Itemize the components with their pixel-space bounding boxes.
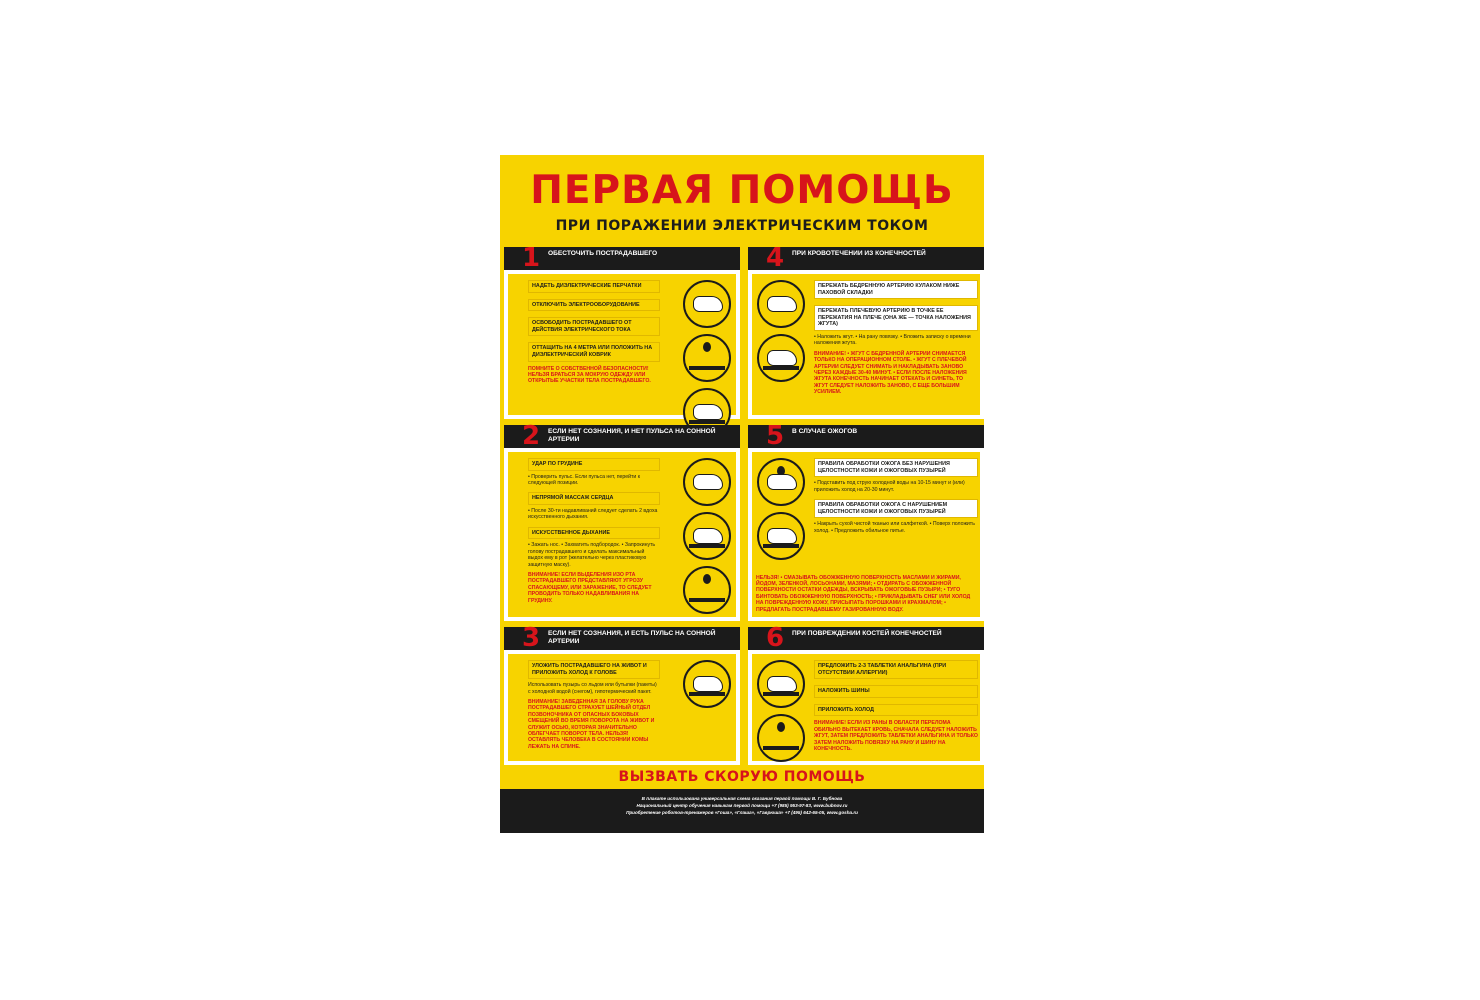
section-text-column [814,654,978,761]
section-title: ЕСЛИ НЕТ СОЗНАНИЯ, И НЕТ ПУЛЬСА НА СОННОЙ АРТЕРИИ [548,428,716,443]
warning-text: ПОМНИТЕ О СОБСТВЕННОЙ БЕЗОПАСНОСТИ! НЕЛЬЗЯ БРАТЬСЯ ЗА МОКРУЮ ОДЕЖДУ ИЛИ ОТКРЫТЫЕ УЧАСТКИ ТЕЛА ПОСТРАДАВШЕГО. [528,365,651,385]
instruction-text: • Подставить под струю холодной воды на 10-15 минут и (или) приложить холод на 20-30 минут. [814,480,965,493]
instruction-text: • Проверить пульс. Если пульса нет, перейти к следующей позиции. [528,473,641,486]
step-box: ПЕРЕЖАТЬ ПЛЕЧЕВУЮ АРТЕРИЮ В ТОЧКЕ ЕЕ ПЕРЕЖАТИЯ НА ПЛЕЧЕ (ОНА ЖЕ — ТОЧКА НАЛОЖЕНИЯ ЖГУТА) [814,305,978,331]
poster-title: ПЕРВАЯ ПОМОЩЬ [530,168,954,213]
footer-line: В плакате использована универсальная схема оказания первой помощи В. Г. Бубнова [641,796,843,801]
rescue-breath-illustration-icon [683,566,731,614]
step-box: ПРАВИЛА ОБРАБОТКИ ОЖОГА С НАРУШЕНИЕМ ЦЕЛОСТНОСТИ КОЖИ И ОЖОГОВЫХ ПУЗЫРЕЙ [814,499,978,518]
instruction-text: • Накрыть сухой чистой тканью или салфеткой. • Поверх положить холод. • Предложить обильное питье. [814,521,975,534]
section-number: 4 [766,243,785,273]
step-box: НАЛОЖИТЬ ШИНЫ [814,685,978,698]
section-body [508,274,736,415]
instruction-text: • После 30-ти надавливаний следует сделать 2 вдоха искусственного дыхания. [528,508,658,521]
section-title: ПРИ КРОВОТЕЧЕНИИ ИЗ КОНЕЧНОСТЕЙ [792,250,926,257]
section-number: 2 [522,421,541,451]
warning-text: ВНИМАНИЕ! ЕСЛИ ИЗ РАНЫ В ОБЛАСТИ ПЕРЕЛОМА ОБИЛЬНО ВЫТЕКАЕТ КРОВЬ, СНАЧАЛА СЛЕДУЕТ НАЛОЖИТЬ ЖГУТ, ЗАТЕМ ПРЕДЛОЖИТЬ ТАБЛЕТКИ АНАЛЬГИНА И ТОЛЬКО ЗАТЕМ НАЛОЖИТЬ ПОВЯЗКУ НА РАНУ И ШИНУ НА КОНЕЧНОСТЬ. [814,720,978,752]
step-box: ОТКЛЮЧИТЬ ЭЛЕКТРООБОРУДОВАНИЕ [528,299,660,312]
section-text-column [528,654,660,761]
cold-pack-illustration-icon [757,714,805,762]
step-box: НАДЕТЬ ДИЭЛЕКТРИЧЕСКИЕ ПЕРЧАТКИ [528,280,660,293]
cold-water-illustration-icon [757,458,805,506]
section-number: 5 [766,421,785,451]
burn-dressing-illustration-icon [757,512,805,560]
artery-press-illustration-icon [757,280,805,328]
poster-footer [500,789,984,833]
section-illustrations [678,654,736,761]
step-box: УЛОЖИТЬ ПОСТРАДАВШЕГО НА ЖИВОТ И ПРИЛОЖИТЬ ХОЛОД К ГОЛОВЕ [528,660,660,679]
section-header [504,243,740,273]
footer-line: Национальный центр обучения навыкам первой помощи +7 (985) 953-97-83, www.bubnov.ru [636,803,848,808]
poster-subtitle: ПРИ ПОРАЖЕНИИ ЭЛЕКТРИЧЕСКИМ ТОКОМ [555,218,929,234]
section-body [752,452,980,617]
section-title: В СЛУЧАЕ ОЖОГОВ [792,428,858,435]
step-box: ПЕРЕЖАТЬ БЕДРЕННУЮ АРТЕРИЮ КУЛАКОМ НИЖЕ ПАХОВОЙ СКЛАДКИ [814,280,978,299]
section-5 [748,421,984,621]
section-number: 1 [522,243,541,273]
section-body [508,452,736,617]
first-aid-poster [500,155,984,833]
instruction-text: Использовать пузырь со льдом или бутылки (пакеты) с холодной водой (снегом), гипотермический пакет. [528,682,657,695]
section-illustrations [752,274,810,415]
call-ambulance-banner: ВЫЗВАТЬ СКОРУЮ ПОМОЩЬ [618,769,866,785]
section-title: ПРИ ПОВРЕЖДЕНИИ КОСТЕЙ КОНЕЧНОСТЕЙ [792,630,942,637]
section-2 [504,421,740,621]
step-box: УДАР ПО ГРУДИНЕ [528,458,660,471]
section-header [748,243,984,273]
splint-illustration-icon [757,660,805,708]
recovery-position-illustration-icon [683,660,731,708]
section-3 [504,623,740,765]
step-box: ИСКУССТВЕННОЕ ДЫХАНИЕ [528,527,660,540]
step-box: НЕПРЯМОЙ МАССАЖ СЕРДЦА [528,492,660,505]
step-box: ОТТАЩИТЬ НА 4 МЕТРА ИЛИ ПОЛОЖИТЬ НА ДИЭЛЕКТРИЧЕСКИЙ КОВРИК [528,342,660,361]
section-header [504,623,740,653]
step-box: ОСВОБОДИТЬ ПОСТРАДАВШЕГО ОТ ДЕЙСТВИЯ ЭЛЕКТРИЧЕСКОГО ТОКА [528,317,660,336]
section-body [752,654,980,761]
section-title: ОБЕСТОЧИТЬ ПОСТРАДАВШЕГО [548,250,658,257]
warning-text: НЕЛЬЗЯ! • СМАЗЫВАТЬ ОБОЖЖЕННУЮ ПОВЕРХНОСТЬ МАСЛАМИ И ЖИРАМИ, ЙОДОМ, ЗЕЛЕНКОЙ, ЛОСЬОНАМИ, МАЗЯМИ; • ОТДИРАТЬ С ОБОЖЖЕННОЙ ПОВЕРХНОСТИ ОСТАТКИ ОДЕЖДЫ, ВСКРЫВАТЬ ОЖОГОВЫЕ ПУЗЫРИ; • ТУГО БИНТОВАТЬ ОБОЖЖЕННУЮ ПОВЕРХНОСТЬ; • ПРИКЛАДЫВАТЬ СНЕГ ИЛИ ХОЛОД НА ПОВРЕЖДЕННУЮ КОЖУ, ПРИСЫПАТЬ ПОРОШКАМИ И КРАХМАЛОМ; • ПРЕДЛАГАТЬ ПОСТРАДАВШЕМУ ГАЗИРОВАННУЮ ВОДУ. [756,574,971,613]
section-header [504,421,740,451]
section-illustrations [678,274,736,415]
section-header [748,623,984,653]
instruction-text: • Зажать нос. • Захватить подбородок. • Запрокинуть голову пострадавшего и сделать максимальный выдох ему в рот (желательно через пластиковую защитную маску). [528,542,656,568]
chest-strike-illustration-icon [683,458,731,506]
instruction-text: • Наложить жгут. • На рану повязку. • Вложить записку о времени наложения жгута. [814,333,971,347]
tourniquet-illustration-icon [757,334,805,382]
footer-line: Приобретение роботов-тренажеров «Гоша», «Глаша», «Гаврюша» +7 (495) 642-65-05, www.gosha.ru [626,810,858,815]
section-header [748,421,984,451]
step-box: ПРАВИЛА ОБРАБОТКИ ОЖОГА БЕЗ НАРУШЕНИЯ ЦЕЛОСТНОСТИ КОЖИ И ОЖОГОВЫХ ПУЗЫРЕЙ [814,458,978,477]
section-6 [748,623,984,765]
section-illustrations [678,452,736,617]
switch-off-illustration-icon [683,334,731,382]
section-illustrations [752,654,810,761]
section-body [752,274,980,415]
warning-text: ВНИМАНИЕ! ЗАВЕДЕННАЯ ЗА ГОЛОВУ РУКА ПОСТРАДАВШЕГО СТРАХУЕТ ШЕЙНЫЙ ОТДЕЛ ПОЗВОНОЧНИКА ОТ ОПАСНЫХ БОКОВЫХ СМЕЩЕНИЙ ВО ВРЕМЯ ПОВОРОТА НА ЖИВОТ И СЛУЖИТ ОСЬЮ, КОТОРАЯ ЗНАЧИТЕЛЬНО ОБЛЕГЧАЕТ ПОВОРОТ ТЕЛА. НЕЛЬЗЯ! ОСТАВЛЯТЬ ЧЕЛОВЕКА В СОСТОЯНИИ КОМЫ ЛЕЖАТЬ НА СПИНЕ. [528,699,655,750]
gloves-illustration-icon [683,280,731,328]
warning-text: ВНИМАНИЕ! ЕСЛИ ВЫДЕЛЕНИЯ ИЗО РТА ПОСТРАДАВШЕГО ПРЕДСТАВЛЯЮТ УГРОЗУ СПАСАЮЩЕМУ, ИЛИ ЗАРАЖЕНИЕ, ТО СЛЕДУЕТ ПРОВОДИТЬ ТОЛЬКО НАДАВЛИВАНИЯ НА ГРУДИНУ. [528,572,652,604]
section-number: 6 [766,623,785,653]
section-text-column [528,274,660,415]
step-box: ПРЕДЛОЖИТЬ 2-3 ТАБЛЕТКИ АНАЛЬГИНА (ПРИ ОТСУТСТВИИ АЛЛЕРГИИ) [814,660,978,679]
section-body [508,654,736,761]
section-text-column [528,452,660,617]
cpr-illustration-icon [683,512,731,560]
section-title: ЕСЛИ НЕТ СОЗНАНИЯ, И ЕСТЬ ПУЛЬС НА СОННОЙ АРТЕРИИ [548,630,716,645]
step-box: ПРИЛОЖИТЬ ХОЛОД [814,704,978,717]
section-number: 3 [522,623,541,653]
section-1 [504,243,740,419]
section-4 [748,243,984,419]
section-text-column [814,274,978,415]
warning-text: ВНИМАНИЕ! • ЖГУТ С БЕДРЕННОЙ АРТЕРИИ СНИМАЕТСЯ ТОЛЬКО НА ОПЕРАЦИОННОМ СТОЛЕ. • ЖГУТ С ПЛЕЧЕВОЙ АРТЕРИИ СЛЕДУЕТ СНИМАТЬ И НАКЛАДЫВАТЬ ЗАНОВО ЧЕРЕЗ КАЖДЫЕ 30-40 МИНУТ. • ЕСЛИ ПОСЛЕ НАЛОЖЕНИЯ ЖГУТА КОНЕЧНОСТЬ НАЧИНАЕТ ОТЕКАТЬ И СИНЕТЬ, ТО ЖГУТ СЛЕДУЕТ НАЛОЖИТЬ ЗАНОВО, С ЕЩЕ БОЛЬШИМ УСИЛИЕМ. [814,350,967,396]
